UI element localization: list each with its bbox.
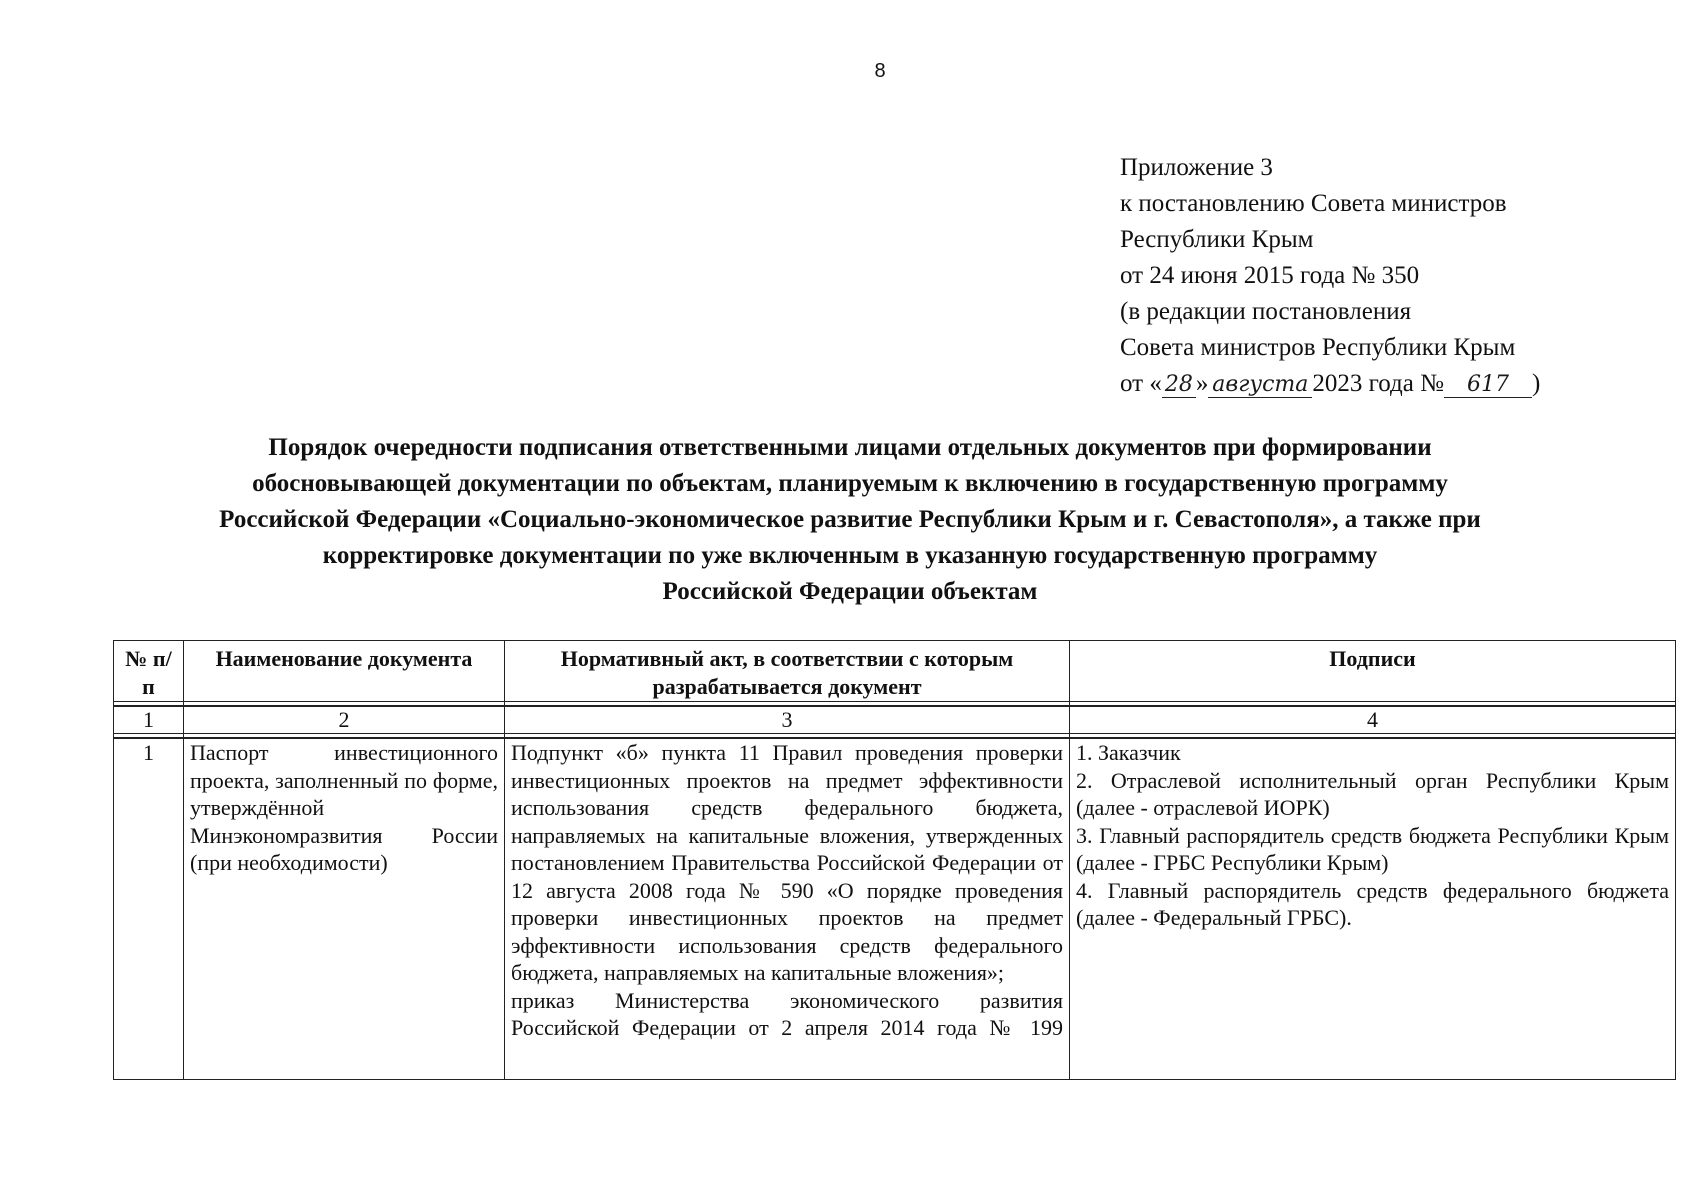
handwritten-number: 617: [1444, 373, 1532, 398]
appendix-line-3: Республики Крым: [1120, 226, 1314, 253]
column-number: 3: [505, 706, 1070, 734]
signature-item: 1. Заказчик: [1076, 740, 1181, 765]
closing-paren: ): [1531, 370, 1541, 397]
header-signatures: Подписи: [1070, 641, 1676, 702]
handwritten-month: августа: [1208, 373, 1312, 398]
date-quote-close: »: [1195, 370, 1209, 397]
header-act: Нормативный акт, в соответствии с которым разрабатывается документ: [505, 641, 1070, 702]
title-line-4: корректировке документации по уже включенным в указанную государственную программу: [322, 542, 1378, 569]
appendix-line-1: Приложение 3: [1120, 154, 1273, 181]
document-title: [150, 430, 1550, 610]
signature-item: 3. Главный распорядитель средств бюджета Республики Крым (далее - ГРБС Республики Крым): [1076, 822, 1669, 875]
signature-item: 2. Отраслевой исполнительный орган Республики Крым (далее - отраслевой ИОРК): [1076, 767, 1669, 820]
row-number: 1: [114, 738, 184, 1080]
appendix-line-7: [1120, 366, 1540, 402]
signing-order-table: [113, 640, 1676, 1080]
column-number: 2: [184, 706, 505, 734]
appendix-block: [1120, 150, 1540, 402]
column-number-row: [114, 706, 1676, 734]
title-line-5: Российской Федерации объектам: [662, 578, 1038, 605]
date-year: 2023 года №: [1312, 370, 1444, 397]
table-header-row: [114, 641, 1676, 702]
signatures-list: [1070, 738, 1676, 1080]
normative-act-paragraph: Подпункт «б» пункта 11 Правил проведения проверки инвестиционных проектов на предмет эффективности использования средств федерального бюджета, направляемых на капитальные вложения, утвержденных постановлением Правительства Российской Федерации от 12 августа 2008 года № 590 «О порядке проведения проверки инвестиционных проектов на предмет эффективности использования средств федерального бюджета, направляемых на капитальные вложения»;: [511, 740, 1063, 985]
table-row: [114, 738, 1676, 1080]
column-number: 1: [114, 706, 184, 734]
normative-act: [505, 738, 1070, 1080]
page-number: 8: [874, 60, 886, 82]
header-num: № п/п: [114, 641, 184, 702]
normative-act-paragraph: приказ Министерства экономического развития Российской Федерации от 2 апреля 2014 года № 199: [511, 987, 1063, 1040]
column-number: 4: [1070, 706, 1676, 734]
signature-item: 4. Главный распорядитель средств федерального бюджета (далее - Федеральный ГРБС).: [1076, 877, 1669, 930]
appendix-line-2: к постановлению Совета министров: [1120, 190, 1507, 217]
appendix-line-4: от 24 июня 2015 года № 350: [1120, 262, 1420, 289]
appendix-line-6: Совета министров Республики Крым: [1120, 334, 1516, 361]
title-line-1: Порядок очередности подписания ответственными лицами отдельных документов при формировании: [268, 434, 1432, 461]
handwritten-day: 28: [1162, 373, 1196, 398]
date-prefix: от «: [1120, 370, 1162, 397]
appendix-line-5: (в редакции постановления: [1120, 298, 1412, 325]
document-name: Паспорт инвестиционного проекта, заполненный по форме, утверждённой Минэкономразвития России (при необходимости): [184, 738, 505, 1080]
title-line-3: Российской Федерации «Социально-экономическое развитие Республики Крым и г. Севастополя», а также при: [219, 506, 1481, 533]
header-name: Наименование документа: [184, 641, 505, 702]
title-line-2: обосновывающей документации по объектам, планируемым к включению в государственную программу: [252, 470, 1448, 497]
